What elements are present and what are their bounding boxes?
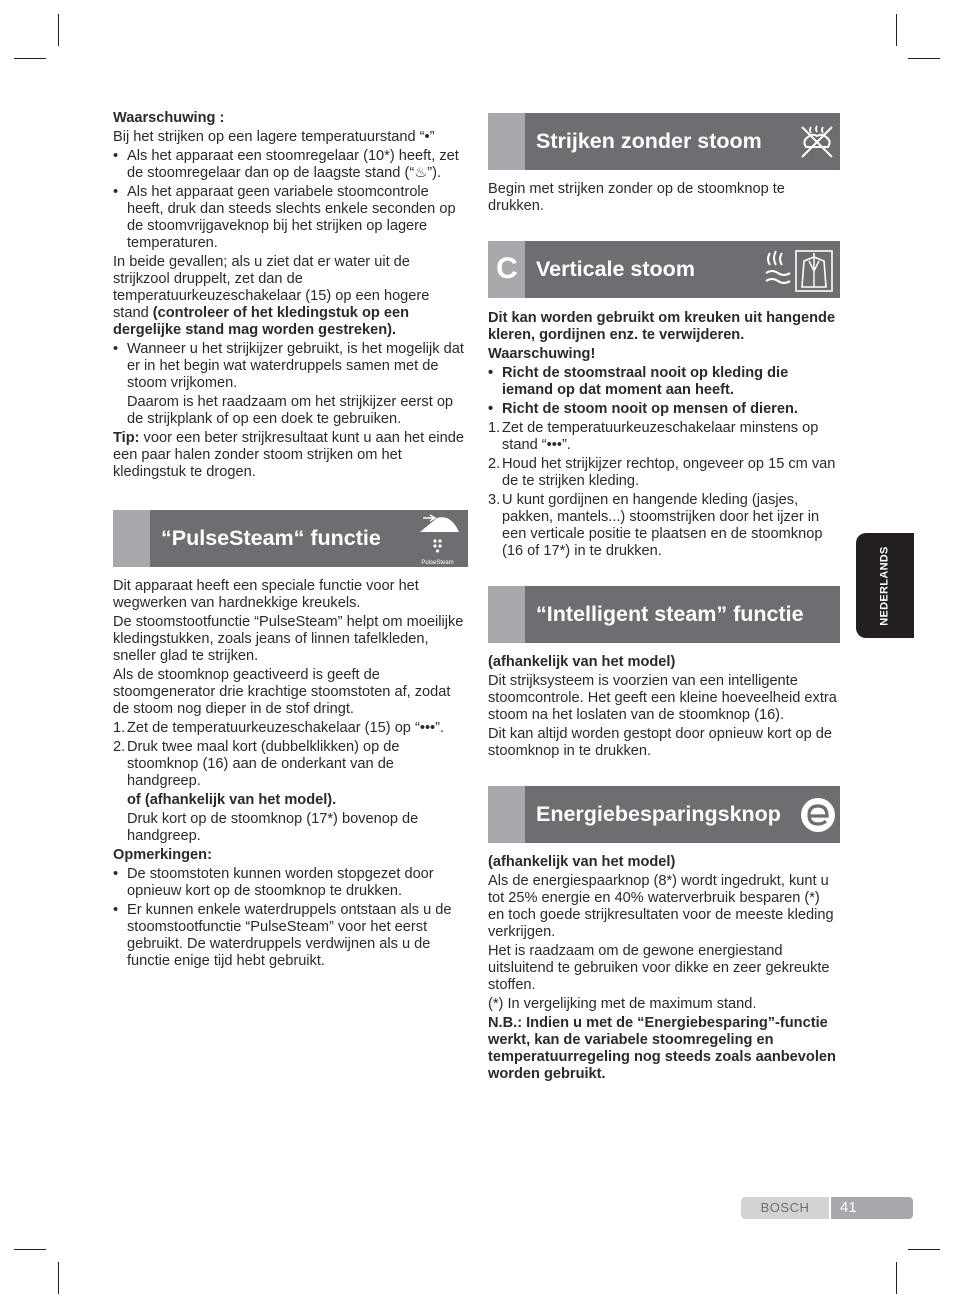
pulsesteam-p2: De stoomstootfunctie “PulseSteam” helpt om moeilijke kledingstukken, zoals jeans of linnen tafelkleden, sneller glad te strijken. — [113, 614, 464, 664]
energy-p2: Het is raadzaam om de gewone energiestand uitsluitend te gebruiken voor dikke en zeer gekreukte stoffen. — [488, 943, 830, 993]
list-item: 3. U kunt gordijnen en hangende kleding (jasjes, pakken, mantels...) stoomstrijken door het ijzer in een verticale positie te plaatsen en de stoomknop (16 of 17*) in te drukken. — [488, 492, 823, 559]
crop-mark — [58, 14, 59, 46]
dry-ironing-header — [488, 113, 840, 170]
crop-mark — [896, 1262, 897, 1294]
or-model-text: Druk kort op de stoomknop (17*) bovenop de handgreep. — [127, 811, 419, 844]
dry-ironing-text: Begin met strijken zonder op de stoomknop te drukken. — [488, 181, 785, 214]
pulsesteam-caption: PulseSteam — [421, 560, 454, 566]
dry-ironing-title: Strijken zonder stoom — [536, 129, 762, 153]
page-number: 41 — [831, 1197, 913, 1219]
language-tab — [856, 533, 914, 638]
energy-nb: N.B.: Indien u met de “Energiebesparing”-functie werkt, kan de variabele stoomregeling en temperatuurregeling nog steeds zoals aanbevolen worden gebruikt. — [488, 1015, 836, 1082]
crop-mark — [908, 58, 940, 59]
warning-list — [113, 148, 468, 252]
intelligent-model-note: (afhankelijk van het model) — [488, 654, 676, 670]
crop-mark — [896, 14, 897, 46]
pulsesteam-header — [113, 510, 468, 567]
list-item: • Er kunnen enkele waterdruppels ontstaan als u de stoomstootfunctie “PulseSteam” voor het eerst gebruikt. De waterdruppels verdwijnen als u de functie enige tijd hebt gebruikt. — [113, 902, 468, 970]
vertical-steam-title: Verticale stoom — [536, 257, 695, 281]
pulsesteam-p3: Als de stoomknop geactiveerd is geeft de stoomgenerator drie krachtige stoomstoten af, zodat de stoom nog dieper in de stof dringt. — [113, 667, 451, 717]
list-item: • Richt de stoom nooit op mensen of dieren. — [488, 401, 840, 418]
energy-saving-title: Energiebesparingsknop — [536, 802, 781, 826]
intelligent-steam-title: “Intelligent steam” functie — [536, 602, 804, 626]
list-item: 2. Druk twee maal kort (dubbelklikken) op de stoomknop (16) aan de onderkant van de handgreep. — [113, 739, 400, 789]
crop-mark — [14, 58, 46, 59]
remarks-list — [113, 866, 468, 970]
right-column — [488, 113, 840, 1085]
crop-mark — [14, 1249, 46, 1250]
left-column — [113, 110, 468, 972]
list-item: 2. Houd het strijkijzer rechtop, ongeveer op 15 cm van de te strijken kleding. — [488, 456, 836, 489]
new-iron-list — [113, 341, 468, 392]
energy-p1: Als de energiespaarknop (8*) wordt ingedrukt, kunt u tot 25% energie en 40% waterverbruik besparen (*) en toch goede strijkresultaten voor de meeste kleding verkrijgen. — [488, 873, 834, 940]
intelligent-p2: Dit kan altijd worden gestopt door opnieuw kort op de stoomknop in te drukken. — [488, 726, 832, 759]
list-item: • De stoomstoten kunnen worden stopgezet door opnieuw kort op de stoomknop te drukken. — [113, 866, 468, 900]
energy-p3: (*) In vergelijking met de maximum stand. — [488, 996, 757, 1012]
list-item: 1. Zet de temperatuurkeuzeschakelaar minstens op stand “•••”. — [488, 420, 819, 453]
energy-model-note: (afhankelijk van het model) — [488, 854, 676, 870]
tip-paragraph: Tip: voor een beter strijkresultaat kunt u aan het einde een paar halen zonder stoom strijken om het kledingstuk te drogen. — [113, 430, 464, 480]
vertical-warning-list — [488, 365, 840, 418]
eco-e-icon — [799, 796, 837, 834]
pulsesteam-iron-icon — [415, 512, 463, 566]
list-item: • Als het apparaat geen variabele stoomcontrole heeft, druk dan steeds slechts enkele seconden op de stoomvrijgaveknop bij het strijken op lagere temperaturen. — [113, 184, 468, 252]
new-iron-advice: Daarom is het raadzaam om het strijkijzer eerst op de strijkplank of op een doek te gebruiken. — [127, 394, 454, 427]
intelligent-p1: Dit strijksysteem is voorzien van een intelligente stoomcontrole. Het geeft een kleine hoeveelheid extra stoom na het loslaten van de stoomknop (16). — [488, 673, 837, 723]
crop-mark — [908, 1249, 940, 1250]
pulsesteam-p1: Dit apparaat heeft een speciale functie voor het wegwerken van hardnekkige kreukels. — [113, 578, 419, 611]
vertical-steam-icon — [762, 247, 836, 293]
vertical-steps — [488, 420, 840, 560]
case-paragraph: In beide gevallen; als u ziet dat er water uit de strijkzool druppelt, zet dan de temperatuurkeuzeschakelaar (15) op een hogere stand (controleer of het kledingstuk op een dergelijke stand mag worden gestreken). — [113, 254, 430, 338]
intelligent-steam-header — [488, 586, 840, 643]
crop-mark — [58, 1262, 59, 1294]
list-item: • Richt de stoomstraal nooit op kleding die iemand op dat moment aan heeft. — [488, 365, 840, 399]
brand-label: BOSCH — [741, 1197, 829, 1219]
vertical-warning-title: Waarschuwing! — [488, 346, 596, 362]
energy-saving-header — [488, 786, 840, 843]
language-tab-label: NEDERLANDS — [878, 545, 891, 626]
list-item: 1. Zet de temperatuurkeuzeschakelaar (15) op “•••”. — [113, 720, 445, 736]
vertical-steam-header — [488, 241, 840, 298]
no-steam-icon — [798, 123, 836, 161]
section-letter: C — [496, 252, 518, 285]
page-footer — [741, 1197, 913, 1219]
vertical-intro: Dit kan worden gebruikt om kreuken uit hangende kleren, gordijnen enz. te verwijderen. — [488, 310, 836, 343]
list-item: • Wanneer u het strijkijzer gebruikt, is het mogelijk dat er in het begin wat waterdruppels samen met de stoom vrijkomen. — [113, 341, 468, 392]
remarks-title: Opmerkingen: — [113, 847, 212, 863]
warning-intro: Bij het strijken op een lagere temperatuurstand “•” — [113, 129, 435, 145]
pulsesteam-steps — [113, 720, 468, 790]
pulsesteam-title: “PulseSteam“ functie — [161, 526, 381, 550]
list-item: • Als het apparaat een stoomregelaar (10*) heeft, zet de stoomregelaar dan op de laagste stand (“♨”). — [113, 148, 468, 182]
or-model-note: of (afhankelijk van het model). — [127, 792, 337, 808]
warning-title: Waarschuwing : — [113, 110, 225, 126]
